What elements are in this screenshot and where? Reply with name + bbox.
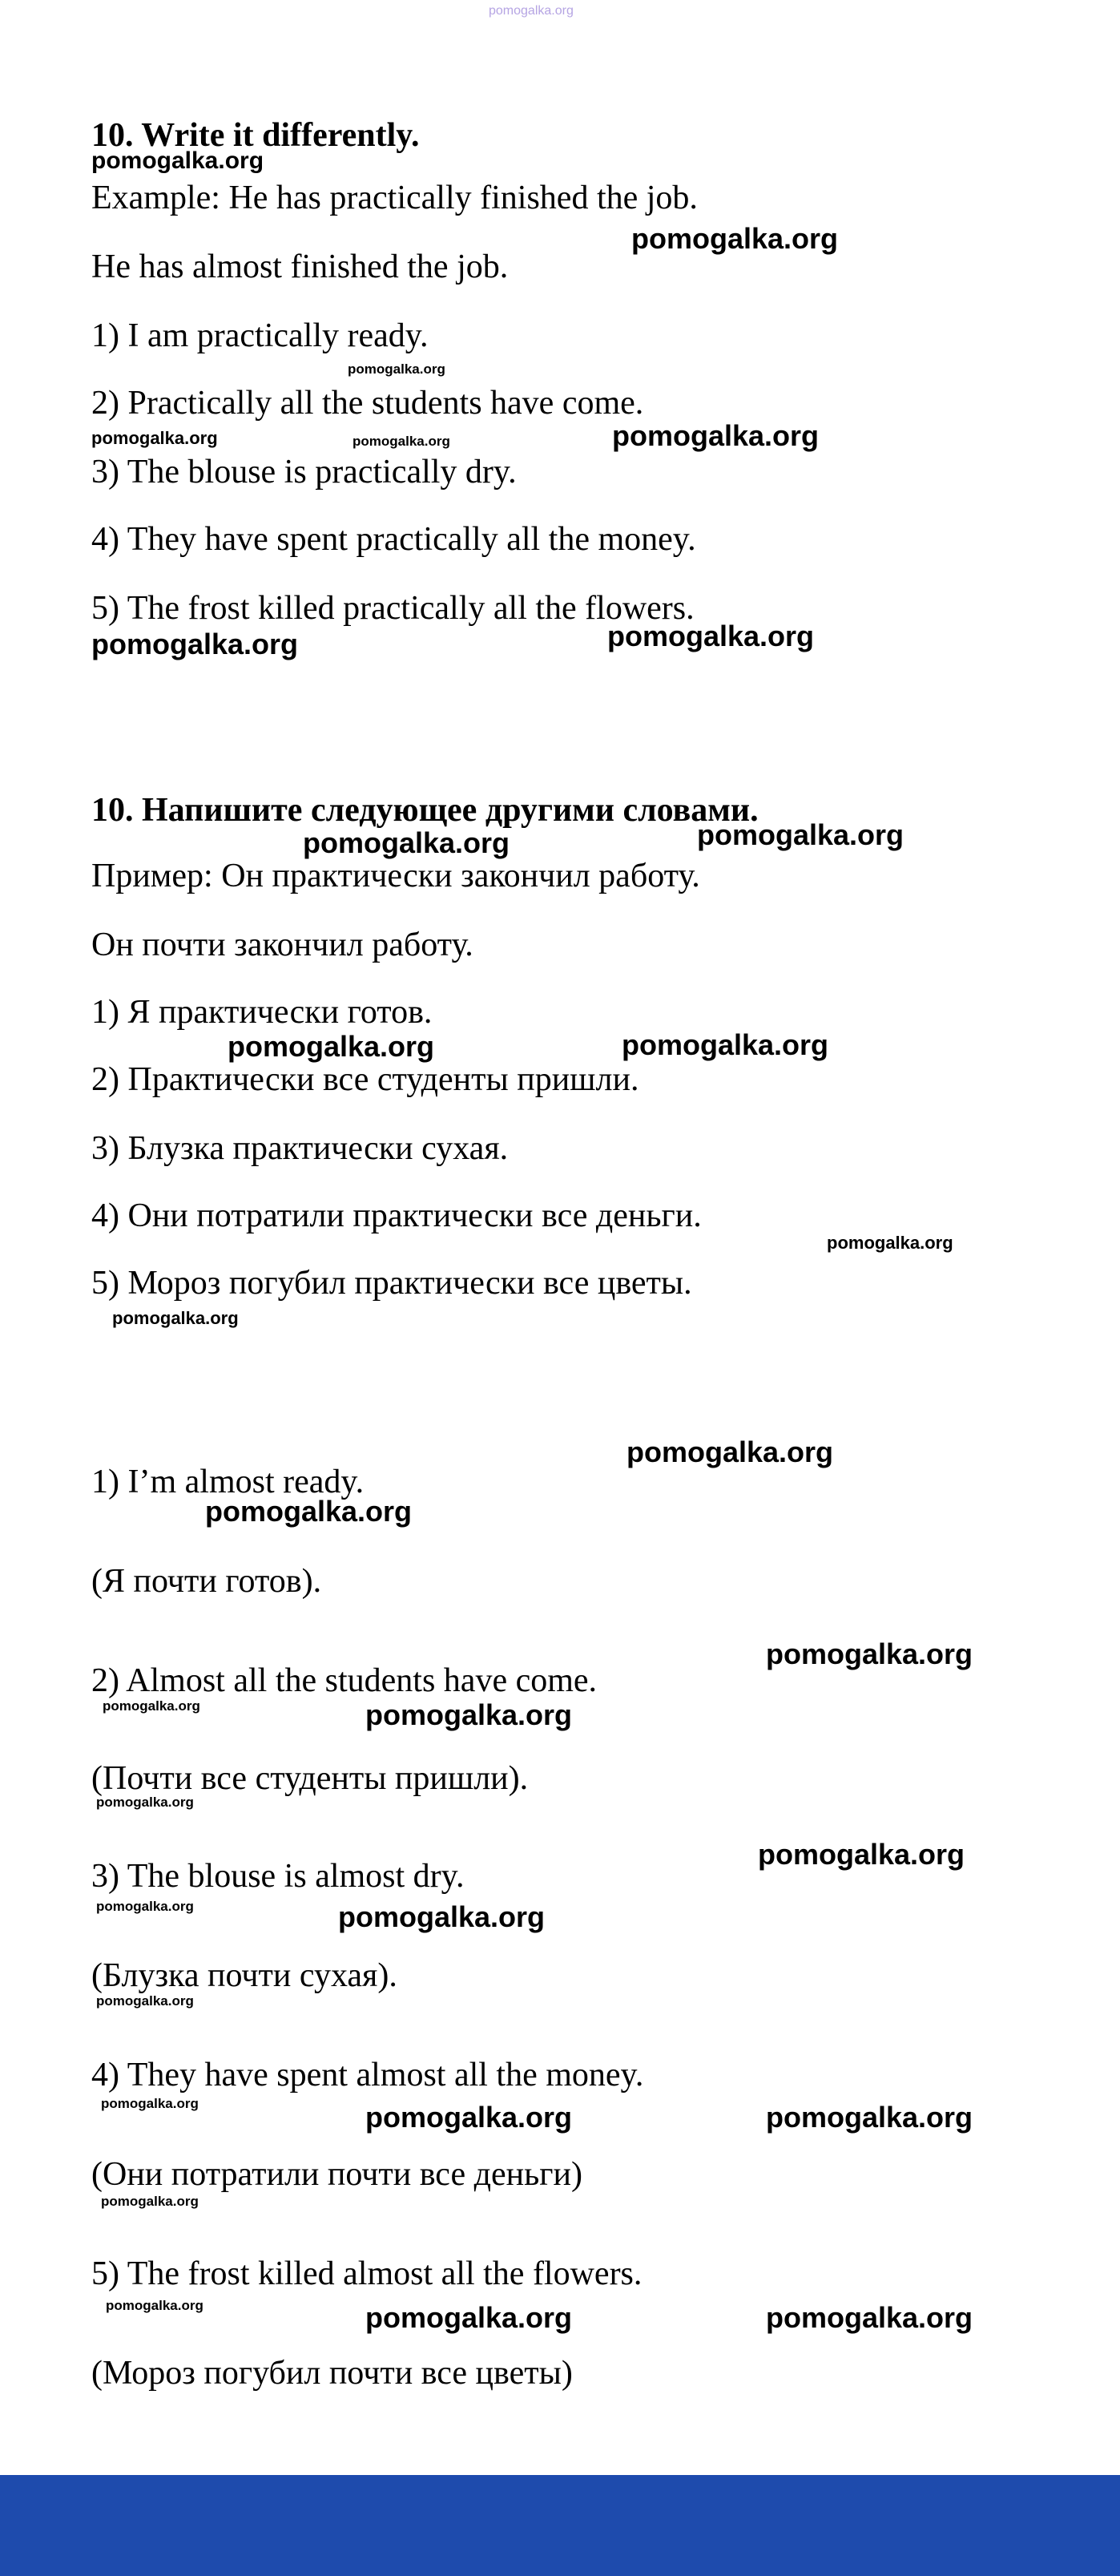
task-ru-heading: 10. Напишите следующее другими словами. xyxy=(91,792,759,829)
answer-4-en: 4) They have spent almost all the money. xyxy=(91,2057,644,2094)
task-ru-example-rewritten: Он почти закончил работу. xyxy=(91,927,473,963)
site-watermark: pomogalka.org xyxy=(365,2301,573,2334)
site-watermark: pomogalka.org xyxy=(766,2101,973,2134)
task-en-item-5: 5) The frost killed practically all the flowers. xyxy=(91,590,695,627)
answer-5-ru: (Мороз погубил почти все цветы) xyxy=(91,2355,573,2392)
site-watermark: pomogalka.org xyxy=(758,1838,965,1871)
site-watermark: pomogalka.org xyxy=(96,1993,194,2009)
answer-3-ru: (Блузка почти сухая). xyxy=(91,1957,397,1994)
task-ru-item-1: 1) Я практически готов. xyxy=(91,994,433,1031)
answer-1-ru: (Я почти готов). xyxy=(91,1563,322,1600)
task-en-item-4: 4) They have spent practically all the money. xyxy=(91,521,696,558)
site-watermark: pomogalka.org xyxy=(489,4,574,18)
task-ru-item-3: 3) Блузка практически сухая. xyxy=(91,1130,509,1167)
task-en-item-2: 2) Practically all the students have come. xyxy=(91,385,644,422)
task-en-example-rewritten: He has almost finished the job. xyxy=(91,248,509,285)
task-ru-example: Пример: Он практически закончил работу. xyxy=(91,858,700,894)
task-en-heading: 10. Write it differently. xyxy=(91,117,420,154)
site-watermark: pomogalka.org xyxy=(365,2101,573,2134)
site-watermark: pomogalka.org xyxy=(91,628,299,660)
site-watermark: pomogalka.org xyxy=(112,1308,239,1328)
site-watermark: pomogalka.org xyxy=(365,1698,573,1731)
site-watermark: pomogalka.org xyxy=(303,826,510,859)
site-watermark: pomogalka.org xyxy=(228,1030,435,1063)
site-watermark: pomogalka.org xyxy=(101,2194,199,2209)
site-watermark: pomogalka.org xyxy=(338,1900,546,1933)
site-watermark: pomogalka.org xyxy=(697,818,904,851)
answer-1-en: 1) I’m almost ready. xyxy=(91,1464,365,1500)
site-watermark: pomogalka.org xyxy=(91,147,264,174)
site-watermark: pomogalka.org xyxy=(766,1637,973,1670)
task-en-example: Example: He has practically finished the job. xyxy=(91,180,698,216)
task-en-item-1: 1) I am practically ready. xyxy=(91,317,429,354)
site-watermark: pomogalka.org xyxy=(827,1233,953,1253)
site-watermark: pomogalka.org xyxy=(631,222,839,255)
site-watermark: pomogalka.org xyxy=(348,361,445,377)
site-watermark: pomogalka.org xyxy=(96,1899,194,1914)
answer-2-en: 2) Almost all the students have come. xyxy=(91,1662,598,1699)
task-ru-item-2: 2) Практически все студенты пришли. xyxy=(91,1061,639,1098)
answer-3-en: 3) The blouse is almost dry. xyxy=(91,1858,465,1895)
site-watermark: pomogalka.org xyxy=(353,434,450,449)
answer-2-ru: (Почти все студенты пришли). xyxy=(91,1760,529,1797)
site-watermark: pomogalka.org xyxy=(622,1028,829,1061)
task-ru-item-5: 5) Мороз погубил практически все цветы. xyxy=(91,1265,692,1302)
task-en-item-3: 3) The blouse is practically dry. xyxy=(91,454,517,491)
site-watermark: pomogalka.org xyxy=(101,2096,199,2111)
site-watermark: pomogalka.org xyxy=(612,419,820,452)
answer-4-ru: (Они потратили почти все деньги) xyxy=(91,2156,582,2193)
site-watermark: pomogalka.org xyxy=(205,1495,413,1528)
footer-bar xyxy=(0,2475,1120,2576)
site-watermark: pomogalka.org xyxy=(766,2301,973,2334)
site-watermark: pomogalka.org xyxy=(103,1698,200,1714)
site-watermark: pomogalka.org xyxy=(91,428,218,448)
task-ru-item-4: 4) Они потратили практически все деньги. xyxy=(91,1197,702,1234)
site-watermark: pomogalka.org xyxy=(106,2298,203,2313)
site-watermark: pomogalka.org xyxy=(626,1435,834,1468)
site-watermark: pomogalka.org xyxy=(96,1795,194,1810)
site-watermark: pomogalka.org xyxy=(607,620,815,652)
answer-5-en: 5) The frost killed almost all the flowers. xyxy=(91,2255,643,2292)
